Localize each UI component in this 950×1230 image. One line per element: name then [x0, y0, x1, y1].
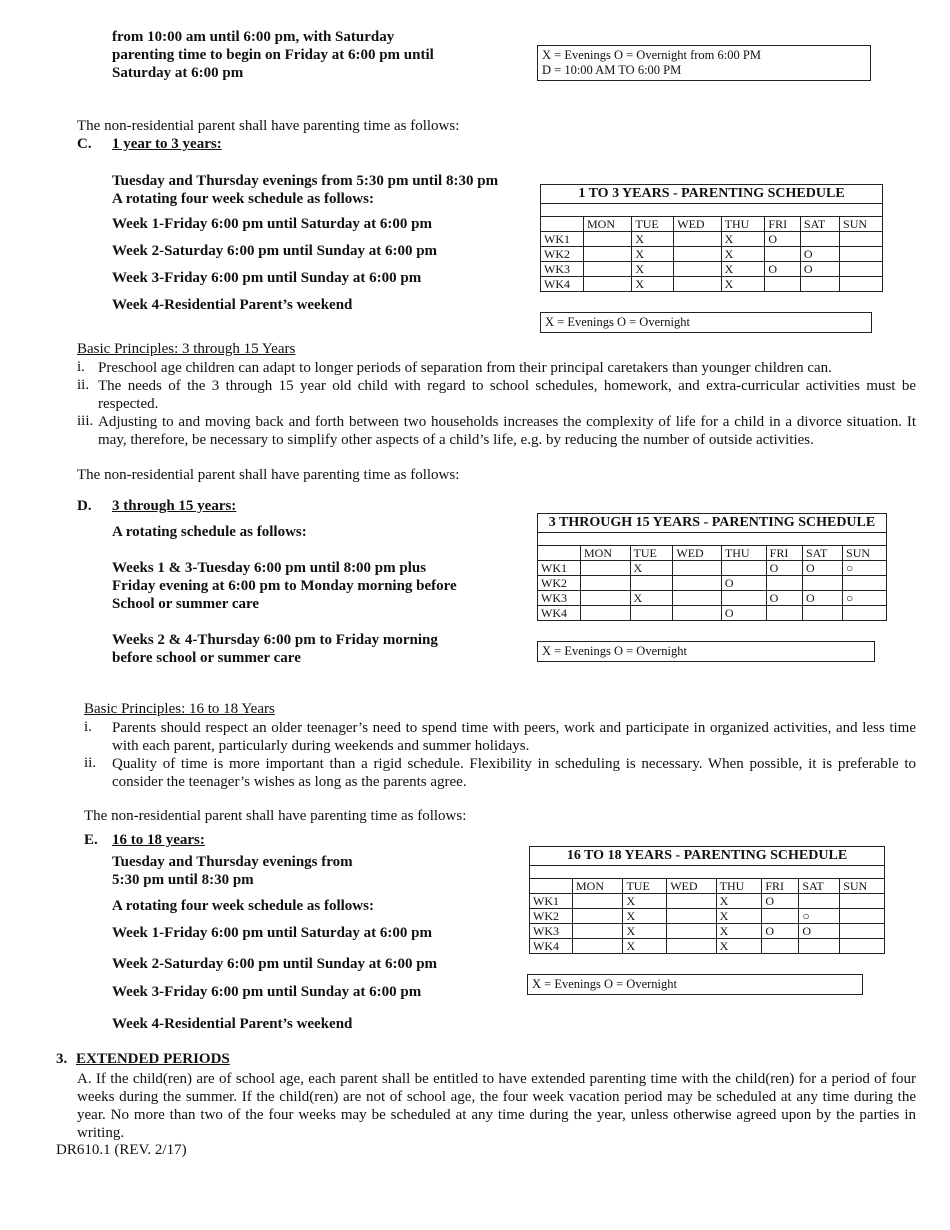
table-row	[530, 894, 885, 909]
section-e-lines	[112, 853, 353, 889]
table-cell	[673, 606, 722, 621]
table-cell: X	[716, 894, 762, 909]
day-header: WED	[667, 879, 716, 894]
table-cell	[800, 232, 839, 247]
day-header: TUE	[623, 879, 667, 894]
day-header: FRI	[766, 546, 802, 561]
table-header-row	[538, 546, 887, 561]
table-cell	[584, 277, 632, 292]
legend-d: X = Evenings O = Overnight	[537, 641, 875, 662]
day-header: WED	[674, 217, 721, 232]
day-header: THU	[721, 217, 765, 232]
section-e-week: Week 1-Friday 6:00 pm until Saturday at 6:00 pm	[112, 925, 433, 941]
top-legend-line: D = 10:00 AM TO 6:00 PM	[542, 63, 682, 77]
table-cell	[667, 939, 716, 954]
table-cell: X	[721, 232, 765, 247]
day-header: FRI	[765, 217, 800, 232]
week-label: WK2	[541, 247, 584, 262]
table-cell: X	[632, 262, 674, 277]
section-d-weeks24-line: Weeks 2 & 4-Thursday 6:00 pm to Friday morning	[112, 632, 438, 648]
table-row	[538, 606, 887, 621]
table-cell	[581, 591, 631, 606]
section-e-heading: 16 to 18 years:	[112, 832, 205, 848]
table-row	[538, 561, 887, 576]
table-cell: X	[721, 277, 765, 292]
section-d-weeks13	[112, 559, 457, 613]
table-row	[541, 232, 883, 247]
table-cell	[667, 909, 716, 924]
table-cell	[673, 561, 722, 576]
table-cell	[762, 909, 799, 924]
section-d-heading: 3 through 15 years:	[112, 498, 237, 514]
section-d-weeks13-line: Weeks 1 & 3-Tuesday 6:00 pm until 8:00 pm plus	[112, 560, 427, 576]
section-3-heading: EXTENDED PERIODS	[76, 1051, 230, 1067]
list-number: ii.	[77, 377, 90, 393]
week-label: WK2	[538, 576, 581, 591]
day-header: SUN	[840, 217, 883, 232]
table-cell	[840, 939, 885, 954]
intro-2: The non-residential parent shall have parenting time as follows:	[77, 467, 460, 483]
table-cell	[584, 232, 632, 247]
table-cell	[765, 247, 800, 262]
table-cell: O	[762, 894, 799, 909]
intro-1: The non-residential parent shall have parenting time as follows:	[77, 118, 460, 134]
intro-3: The non-residential parent shall have parenting time as follows:	[84, 808, 467, 824]
table-cell	[840, 894, 885, 909]
table-cell	[674, 232, 721, 247]
section-c-week: Week 2-Saturday 6:00 pm until Sunday at 6:00 pm	[112, 243, 438, 259]
table-cell	[581, 561, 631, 576]
table-title: 3 THROUGH 15 YEARS - PARENTING SCHEDULE	[538, 514, 887, 533]
section-c-lines	[112, 172, 498, 208]
table-cell	[674, 262, 721, 277]
schedule-table-d	[537, 513, 887, 621]
table-header-row	[530, 879, 885, 894]
day-header: TUE	[630, 546, 673, 561]
table-cell: ○	[843, 591, 887, 606]
table-cell: O	[721, 576, 766, 591]
table-cell	[799, 939, 840, 954]
day-header: SUN	[843, 546, 887, 561]
table-cell: O	[802, 591, 842, 606]
section-3-paragraph: A. If the child(ren) are of school age, each parent shall be entitled to have extended parenting time with the child(ren) for a period of four weeks during the summer. If the child(ren) are not of school age, the four week vacation period may be scheduled at any time during the year. No more than two of the four weeks may be scheduled at any time during the year, unless otherwise agreed upon by the parties in writing.	[77, 1071, 916, 1141]
table-cell: O	[765, 262, 800, 277]
schedule-table-e	[529, 846, 885, 954]
section-e-week: Week 2-Saturday 6:00 pm until Sunday at 6:00 pm	[112, 956, 438, 972]
table-cell	[721, 591, 766, 606]
table-spacer-row	[530, 866, 885, 879]
day-header: FRI	[762, 879, 799, 894]
table-cell: X	[623, 924, 667, 939]
section-e-line: 5:30 pm until 8:30 pm	[112, 872, 254, 888]
table-cell	[581, 576, 631, 591]
table-row	[530, 909, 885, 924]
table-cell: O	[800, 262, 839, 277]
schedule-table-c	[540, 184, 883, 292]
table-cell	[840, 909, 885, 924]
table-cell	[766, 576, 802, 591]
section-d-letter: D.	[77, 498, 92, 514]
week-label: WK4	[538, 606, 581, 621]
table-row	[541, 262, 883, 277]
table-cell	[799, 894, 840, 909]
day-header: TUE	[632, 217, 674, 232]
table-header-row	[541, 217, 883, 232]
table-cell: X	[632, 277, 674, 292]
table-cell: X	[632, 232, 674, 247]
form-id-footer: DR610.1 (REV. 2/17)	[56, 1142, 187, 1158]
section-c-letter: C.	[77, 136, 92, 152]
table-spacer-row	[538, 533, 887, 546]
top-line: Saturday at 6:00 pm	[112, 65, 244, 81]
table-cell	[721, 561, 766, 576]
list-number: i.	[84, 719, 92, 735]
week-label: WK4	[530, 939, 573, 954]
principles-1-heading: Basic Principles: 3 through 15 Years	[77, 341, 296, 357]
table-cell	[584, 247, 632, 262]
section-c-week: Week 3-Friday 6:00 pm until Sunday at 6:00 pm	[112, 270, 422, 286]
table-cell: X	[630, 591, 673, 606]
section-d-weeks13-line: School or summer care	[112, 596, 260, 612]
section-e-rotating: A rotating four week schedule as follows:	[112, 898, 374, 914]
list-item: The needs of the 3 through 15 year old child with regard to school schedules, homework, and extra-curricular activities must be respected.	[98, 378, 916, 412]
legend-c: X = Evenings O = Overnight	[540, 312, 872, 333]
list-item: Quality of time is more important than a rigid schedule. Flexibility in scheduling is necessary. When possible, it is preferable to consider the teenager’s wishes as long as the parents agree.	[112, 756, 916, 790]
table-cell	[667, 894, 716, 909]
day-header: THU	[716, 879, 762, 894]
table-cell	[674, 277, 721, 292]
table-cell	[840, 924, 885, 939]
table-cell: O	[766, 561, 802, 576]
principles-2-heading: Basic Principles: 16 to 18 Years	[84, 701, 275, 717]
list-number: i.	[77, 359, 85, 375]
table-cell	[840, 232, 883, 247]
table-cell	[674, 247, 721, 262]
day-header: SAT	[800, 217, 839, 232]
list-number: iii.	[77, 413, 94, 429]
day-header: THU	[721, 546, 766, 561]
table-cell: X	[630, 561, 673, 576]
day-header: SAT	[799, 879, 840, 894]
table-title: 16 TO 18 YEARS - PARENTING SCHEDULE	[530, 847, 885, 866]
table-cell	[673, 576, 722, 591]
list-number: ii.	[84, 755, 97, 771]
table-cell	[630, 576, 673, 591]
top-text-block	[112, 28, 532, 82]
table-cell: O	[799, 924, 840, 939]
table-cell: O	[800, 247, 839, 262]
table-row	[541, 247, 883, 262]
day-header: MON	[573, 879, 623, 894]
top-legend-line: X = Evenings O = Overnight from 6:00 PM	[542, 48, 761, 62]
day-header: MON	[584, 217, 632, 232]
table-cell: O	[802, 561, 842, 576]
week-label: WK1	[541, 232, 584, 247]
list-item: Adjusting to and moving back and forth between two households increases the complexity of life for a child in a divorce situation. It may, therefore, be necessary to simplify other aspects of a child’s life, e.g. by reducing the number of outside activities.	[98, 414, 916, 448]
table-row	[538, 591, 887, 606]
section-e-week: Week 4-Residential Parent’s weekend	[112, 1016, 353, 1032]
section-d-weeks24-line: before school or summer care	[112, 650, 301, 666]
table-cell: O	[721, 606, 766, 621]
section-d-line: A rotating schedule as follows:	[112, 524, 307, 540]
table-cell	[573, 894, 623, 909]
table-cell	[843, 606, 887, 621]
table-cell	[667, 924, 716, 939]
table-cell	[581, 606, 631, 621]
table-row	[538, 576, 887, 591]
table-cell: ○	[843, 561, 887, 576]
section-e-line: Tuesday and Thursday evenings from	[112, 854, 353, 870]
list-item: Preschool age children can adapt to longer periods of separation from their principal caretakers than younger children can.	[98, 360, 832, 376]
table-row	[530, 939, 885, 954]
table-cell	[800, 277, 839, 292]
table-cell	[673, 591, 722, 606]
table-cell: X	[623, 939, 667, 954]
table-spacer-row	[541, 204, 883, 217]
day-header: SAT	[802, 546, 842, 561]
week-label: WK2	[530, 909, 573, 924]
top-legend	[537, 45, 871, 81]
top-line: from 10:00 am until 6:00 pm, with Saturday	[112, 29, 395, 45]
day-header: MON	[581, 546, 631, 561]
week-label: WK4	[541, 277, 584, 292]
top-line: parenting time to begin on Friday at 6:00 pm until	[112, 47, 434, 63]
section-e-week: Week 3-Friday 6:00 pm until Sunday at 6:00 pm	[112, 984, 422, 1000]
week-label: WK1	[538, 561, 581, 576]
table-cell	[573, 924, 623, 939]
table-cell: ○	[799, 909, 840, 924]
week-label: WK3	[541, 262, 584, 277]
table-cell: X	[716, 909, 762, 924]
table-cell	[573, 909, 623, 924]
table-cell	[584, 262, 632, 277]
table-cell	[802, 606, 842, 621]
table-cell: O	[766, 591, 802, 606]
table-cell: X	[716, 924, 762, 939]
week-label: WK3	[530, 924, 573, 939]
list-item: Parents should respect an older teenager’s need to spend time with peers, work and participate in organized activities, and less time with each parent, particularly during weekends and summer holidays.	[112, 720, 916, 754]
table-cell	[762, 939, 799, 954]
table-cell: O	[762, 924, 799, 939]
week-label: WK1	[530, 894, 573, 909]
section-c-week: Week 1-Friday 6:00 pm until Saturday at 6:00 pm	[112, 216, 433, 232]
table-cell: O	[765, 232, 800, 247]
table-cell	[766, 606, 802, 621]
table-cell: X	[623, 894, 667, 909]
table-row	[541, 277, 883, 292]
table-cell	[573, 939, 623, 954]
table-row	[530, 924, 885, 939]
section-c-heading: 1 year to 3 years:	[112, 136, 222, 152]
section-d-weeks24	[112, 631, 438, 667]
section-c-week: Week 4-Residential Parent’s weekend	[112, 297, 353, 313]
table-cell: X	[716, 939, 762, 954]
table-cell	[802, 576, 842, 591]
table-cell	[840, 247, 883, 262]
table-cell: X	[623, 909, 667, 924]
table-cell	[765, 277, 800, 292]
table-cell	[840, 262, 883, 277]
day-header: SUN	[840, 879, 885, 894]
section-3-number: 3.	[56, 1051, 68, 1067]
day-header: WED	[673, 546, 722, 561]
table-title: 1 TO 3 YEARS - PARENTING SCHEDULE	[541, 185, 883, 204]
table-cell	[630, 606, 673, 621]
table-cell: X	[632, 247, 674, 262]
legend-e: X = Evenings O = Overnight	[527, 974, 863, 995]
section-c-line: Tuesday and Thursday evenings from 5:30 pm until 8:30 pm	[112, 173, 499, 189]
section-d-weeks13-line: Friday evening at 6:00 pm to Monday morning before	[112, 578, 457, 594]
table-cell: X	[721, 262, 765, 277]
section-e-letter: E.	[84, 832, 98, 848]
week-label: WK3	[538, 591, 581, 606]
table-cell	[840, 277, 883, 292]
section-c-line: A rotating four week schedule as follows:	[112, 191, 374, 207]
table-cell: X	[721, 247, 765, 262]
table-cell	[843, 576, 887, 591]
